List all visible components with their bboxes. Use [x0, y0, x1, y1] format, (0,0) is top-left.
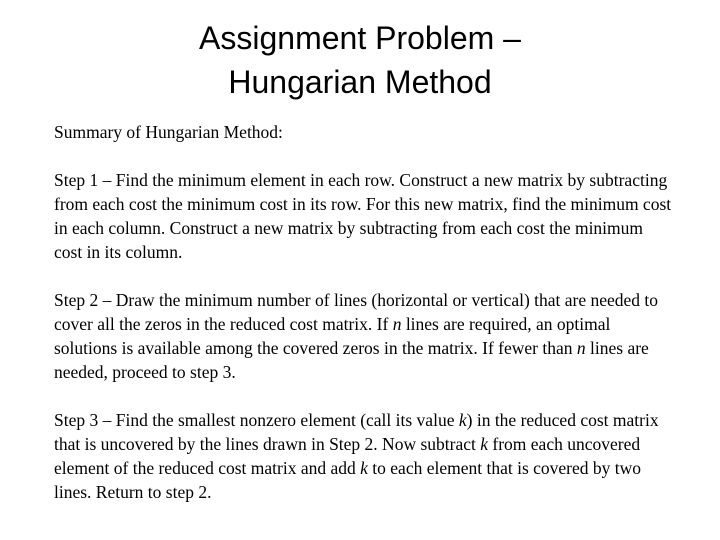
step-3-text-3: from each uncovered element of the reduced cost matrix and add [54, 434, 641, 478]
step-3-text-2: ) in the reduced cost matrix that is uncovered by the lines drawn in Step 2. Now subtract [54, 410, 659, 454]
slide-title-line-1: Assignment Problem – [199, 20, 521, 56]
step-3-variable-k: k [480, 434, 489, 454]
step-2-text-3: lines are needed, proceed to step 3. [54, 338, 649, 382]
slide-title-line-2: Hungarian Method [228, 64, 492, 100]
step-3-paragraph [54, 408, 674, 504]
step-3-text-4: to each element that is covered by two lines. Return to step 2. [54, 458, 642, 502]
step-2-variable-n: n [576, 338, 586, 358]
summary-heading: Summary of Hungarian Method: [54, 122, 283, 142]
step-2-text-2: lines are required, an optimal solutions is available among the covered zeros in the matrix. If fewer than [54, 314, 611, 358]
step-2-text-1: Step 2 – Draw the minimum number of lines (horizontal or vertical) that are needed to cover all the zeros in the reduced cost matrix. If [54, 290, 659, 334]
step-3-text-1: Step 3 – Find the smallest nonzero element (call its value [54, 410, 459, 430]
step-3-variable-k: k [458, 410, 467, 430]
slide-title [0, 16, 720, 104]
step-3-variable-k: k [360, 458, 368, 478]
step-2-paragraph [54, 288, 674, 384]
step-1-paragraph: Step 1 – Find the minimum element in each row. Construct a new matrix by subtracting from each cost the minimum cost in its row. For this new matrix, find the minimum cost in each column. Construct a new matrix by subtracting from each cost the minimum cost in its column. [54, 170, 672, 262]
slide-body [54, 120, 674, 504]
step-2-variable-n: n [392, 314, 402, 334]
